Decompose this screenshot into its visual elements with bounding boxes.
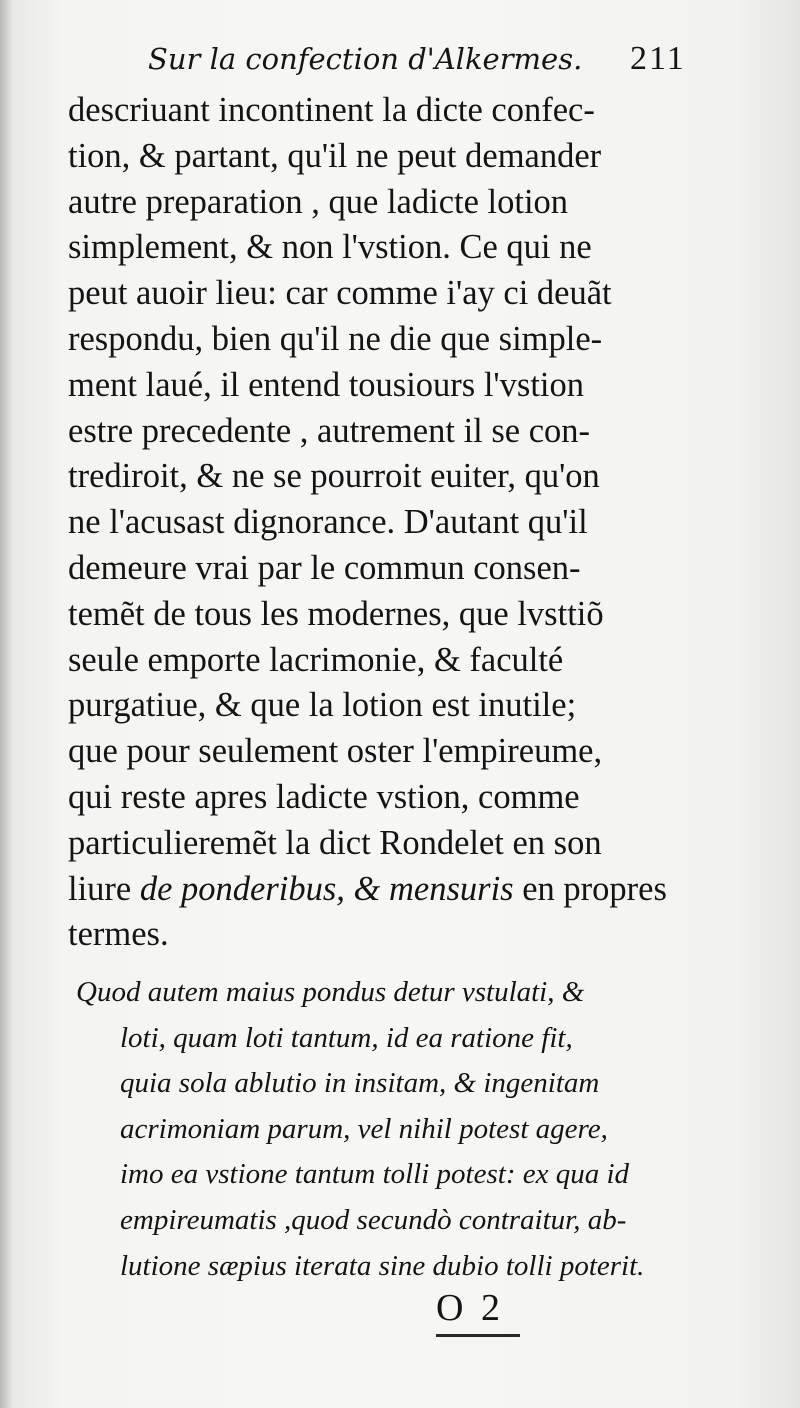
quote-line: empireumatis ,quod secundò contraitur, ab- [120,1203,627,1236]
signature-underline [436,1334,520,1337]
body-line: termes. [68,915,169,954]
body-line: ne l'acusast dignorance. D'autant qu'il [68,503,588,542]
running-head: Sur la confection d'Alkermes. [148,42,583,76]
body-line-with-italic-title [68,867,708,913]
body-line: temẽt de tous les modernes, que lvsttiõ [68,594,604,633]
signature-mark: O 2 [436,1287,504,1329]
quote-line: acrimoniam parum, vel nihil potest agere, [120,1112,608,1145]
body-line: simplement, & non l'vstion. Ce qui ne [68,228,592,267]
body-line: seule emporte lacrimonie, & faculté [68,640,564,679]
quote-line: lutione sæpius iterata sine dubio tolli poterit. [120,1249,645,1282]
body-line: estre precedente , autrement il se con- [68,411,591,450]
italic-book-title: de ponderibus, & mensuris [139,869,514,908]
body-line: purgatiue, & que la lotion est inutile; [68,686,577,725]
main-body-text [68,88,708,958]
body-line: descriuant incontinent la dicte confec- [68,91,595,129]
body-line: peut auoir lieu: car comme i'ay ci deuãt [68,274,612,313]
quote-line: Quod autem maius pondus detur vstulati, & [76,976,585,1008]
body-line: que pour seulement oster l'empireume, [68,732,603,771]
quote-line: loti, quam loti tantum, id ea ratione fit, [120,1021,573,1054]
quote-line: quia sola ablutio in insitam, & ingenitam [120,1067,600,1100]
line-prefix: liure [68,869,140,908]
body-line: demeure vrai par le commun consen- [68,548,581,587]
line-suffix: en propres [513,869,667,908]
body-line: respondu, bien qu'il ne die que simple- [68,319,603,358]
body-line: tion, & partant, qu'il ne peut demander [68,136,602,175]
page-number: 211 [630,40,686,77]
body-line: ment laué, il entend tousiours l'vstion [68,365,584,404]
body-line: trediroit, & ne se pourroit euiter, qu'on [68,457,600,496]
page-gutter-shadow [0,0,14,1408]
body-line: qui reste apres ladicte vstion, comme [68,777,580,816]
body-line: autre preparation , que ladicte lotion [68,182,569,221]
latin-quotation [76,970,716,1289]
body-line: particulieremẽt la dict Rondelet en son [68,823,602,862]
quote-line: imo ea vstione tantum tolli potest: ex qua id [120,1158,630,1191]
